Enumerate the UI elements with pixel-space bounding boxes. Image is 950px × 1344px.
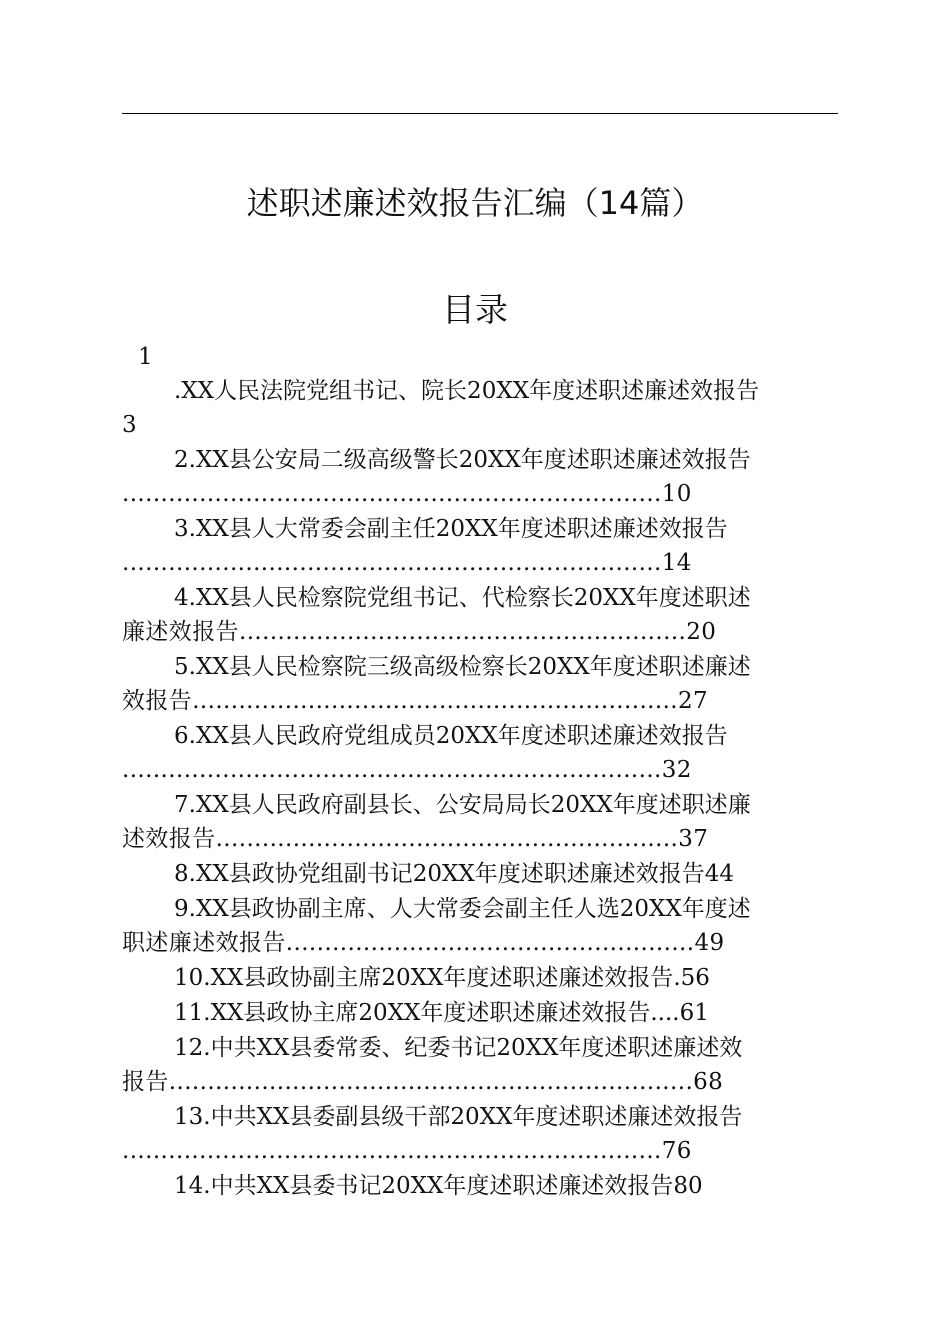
toc-entry-9-title[interactable]: 9.XX县政协副主席、人大常委会副主任人选20XX年度述 bbox=[174, 896, 751, 922]
toc-entry-10-title[interactable]: 10.XX县政协副主席20XX年度述职述廉述效报告.56 bbox=[174, 965, 710, 991]
toc-entry-5-title[interactable]: 5.XX县人民检察院三级高级检察长20XX年度述职述廉述 bbox=[174, 654, 751, 680]
toc-entry-7-title[interactable]: 7.XX县人民政府副县长、公安局局长20XX年度述职述廉 bbox=[174, 792, 751, 818]
toc-entry-13-title[interactable]: 13.中共XX县委副县级干部20XX年度述职述廉述效报告 bbox=[174, 1104, 743, 1130]
toc-entry-9-leader[interactable]: 职述廉述效报告.....................................................49 bbox=[122, 930, 725, 956]
toc-entry-5-leader[interactable]: 效报告...............................................................27 bbox=[122, 688, 709, 714]
toc-entry-1-page[interactable]: 3 bbox=[122, 412, 137, 438]
toc-entry-3-leader[interactable]: ......................................................................14 bbox=[122, 550, 692, 576]
toc-entry-6-leader[interactable]: ......................................................................32 bbox=[122, 757, 692, 783]
toc-heading: 目录 bbox=[442, 290, 508, 329]
toc-entry-14-title[interactable]: 14.中共XX县委书记20XX年度述职述廉述效报告80 bbox=[174, 1173, 703, 1199]
toc-entry-7-leader[interactable]: 述效报告............................................................37 bbox=[122, 826, 709, 852]
toc-entry-4-leader[interactable]: 廉述效报告..........................................................20 bbox=[122, 619, 717, 645]
toc-entry-1-number[interactable]: 1 bbox=[138, 344, 153, 370]
toc-entry-13-leader[interactable]: ......................................................................76 bbox=[122, 1138, 692, 1164]
toc-entry-12-title[interactable]: 12.中共XX县委常委、纪委书记20XX年度述职述廉述效 bbox=[174, 1035, 743, 1061]
toc-entry-8-title[interactable]: 8.XX县政协党组副书记20XX年度述职述廉述效报告44 bbox=[174, 861, 734, 887]
toc-entry-2-title[interactable]: 2.XX县公安局二级高级警长20XX年度述职述廉述效报告 bbox=[174, 447, 751, 473]
toc-entry-3-title[interactable]: 3.XX县人大常委会副主任20XX年度述职述廉述效报告 bbox=[174, 516, 728, 542]
toc-entry-12-leader[interactable]: 报告....................................................................68 bbox=[122, 1069, 724, 1095]
toc-entry-1-title[interactable]: .XX人民法院党组书记、院长20XX年度述职述廉述效报告 bbox=[174, 378, 760, 404]
toc-entry-6-title[interactable]: 6.XX县人民政府党组成员20XX年度述职述廉述效报告 bbox=[174, 723, 728, 749]
header-rule bbox=[122, 113, 838, 114]
toc-entry-2-leader[interactable]: ......................................................................10 bbox=[122, 481, 692, 507]
toc-entry-4-title[interactable]: 4.XX县人民检察院党组书记、代检察长20XX年度述职述 bbox=[174, 585, 751, 611]
document-title: 述职述廉述效报告汇编（14篇） bbox=[246, 184, 704, 222]
toc-entry-11-title[interactable]: 11.XX县政协主席20XX年度述职述廉述效报告....61 bbox=[174, 1000, 709, 1026]
